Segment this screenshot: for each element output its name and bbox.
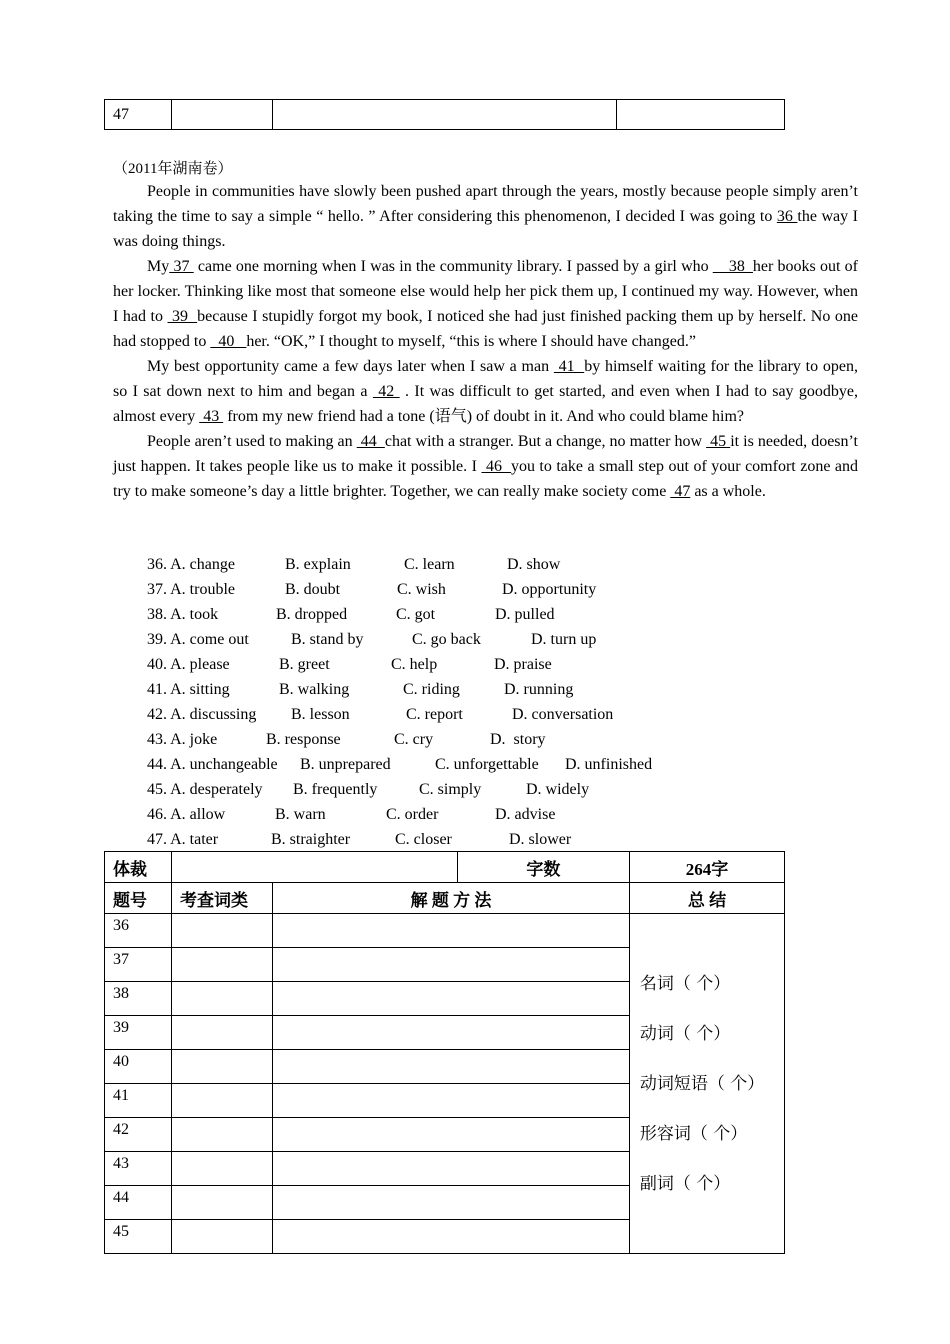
genre-value <box>172 852 458 883</box>
row-number: 39 <box>105 1016 172 1050</box>
text: because I stupidly forgot my book, I noticed she had just finished packing them up by herself. No one had stopped to <box>113 308 859 350</box>
option-c: C. order <box>386 806 439 823</box>
empty-cell <box>172 100 273 130</box>
option-a: 40. A. please <box>147 656 230 673</box>
empty-cell <box>273 914 630 948</box>
option-b: B. explain <box>285 556 351 573</box>
table-header-row <box>105 883 785 914</box>
option-c: C. unforgettable <box>435 756 539 773</box>
option-b: B. unprepared <box>300 756 391 773</box>
table-row <box>105 914 785 948</box>
empty-cell <box>172 982 273 1016</box>
genre-label: 体裁 <box>105 852 172 883</box>
option-b: B. frequently <box>293 781 378 798</box>
paragraph-4 <box>113 429 858 504</box>
option-d: D. slower <box>509 831 572 848</box>
text: People aren’t used to making an <box>147 433 357 450</box>
passage <box>113 179 858 504</box>
blank-45: 45 <box>706 433 731 450</box>
option-c: C. riding <box>403 681 460 698</box>
blank-40: 40 <box>210 333 247 350</box>
empty-cell <box>172 1118 273 1152</box>
table-row <box>105 100 785 130</box>
text: it is needed, doesn’t just happen. It takes people like us to make it possible. I <box>113 433 859 475</box>
option-b: B. straighter <box>271 831 351 848</box>
empty-cell <box>273 982 630 1016</box>
empty-cell <box>273 1016 630 1050</box>
summary-phrasal-verb: 动词短语（ 个） <box>639 1073 765 1094</box>
col-header-method: 解 题 方 法 <box>273 883 630 914</box>
option-b: B. stand by <box>291 631 364 648</box>
option-b: B. doubt <box>285 581 341 598</box>
option-b: B. warn <box>275 806 326 823</box>
wordcount-label: 字数 <box>457 852 629 883</box>
row-number: 41 <box>105 1084 172 1118</box>
option-a: 38. A. took <box>147 606 219 623</box>
option-b: B. response <box>266 731 341 748</box>
text: her books out of her locker. Thinking like most that someone else would help her pick them up, I continued my way. However, when I had to <box>113 258 859 325</box>
option-c: C. learn <box>404 556 455 573</box>
option-d: D. advise <box>495 806 556 823</box>
text: by himself waiting for the library to open, so I sat down next to him and began a <box>113 358 859 400</box>
option-c: C. go back <box>412 631 481 648</box>
option-c: C. report <box>406 706 463 723</box>
top-answer-table <box>104 99 785 130</box>
option-d: D. opportunity <box>502 581 597 598</box>
text: My best opportunity came a few days later when I saw a man <box>147 358 554 375</box>
summary-adjective: 形容词（ 个） <box>639 1123 748 1144</box>
text: you to take a small step out of your comfort zone and try to make someone’s day a little brighter. Together, we can really make society come <box>113 458 859 500</box>
empty-cell <box>172 1152 273 1186</box>
paragraph-3 <box>113 354 858 429</box>
option-d: D. praise <box>494 656 552 673</box>
option-a: 46. A. allow <box>147 806 226 823</box>
col-header-number: 题号 <box>105 883 172 914</box>
row-number: 36 <box>105 914 172 948</box>
option-a: 39. A. come out <box>147 631 249 648</box>
text: came one morning when I was in the community library. I passed by a girl who <box>193 258 713 275</box>
text: chat with a stranger. But a change, no matter how <box>384 433 707 450</box>
blank-44: 44 <box>356 433 385 450</box>
option-d: D. pulled <box>495 606 555 623</box>
empty-cell <box>617 100 785 130</box>
paragraph-1 <box>113 179 858 254</box>
empty-cell <box>172 914 273 948</box>
row-number: 37 <box>105 948 172 982</box>
blank-36: 36 <box>776 208 798 225</box>
text: My <box>147 258 170 275</box>
col-header-summary: 总 结 <box>629 883 784 914</box>
option-a: 45. A. desperately <box>147 781 263 798</box>
table-row <box>105 852 785 883</box>
row-number: 45 <box>105 1220 172 1254</box>
option-b: B. lesson <box>291 706 350 723</box>
row-number: 47 <box>105 100 172 130</box>
option-d: D. widely <box>526 781 590 798</box>
empty-cell <box>273 1118 630 1152</box>
option-c: C. cry <box>394 731 434 748</box>
row-number: 44 <box>105 1186 172 1220</box>
option-a: 36. A. change <box>147 556 235 573</box>
option-d: D. running <box>504 681 574 698</box>
row-number: 42 <box>105 1118 172 1152</box>
text: her. “OK,” I thought to myself, “this is where I should have changed.” <box>246 333 696 350</box>
empty-cell <box>172 1050 273 1084</box>
option-d: D. conversation <box>512 706 614 723</box>
option-d: D. show <box>507 556 561 573</box>
text: People in communities have slowly been pushed apart through the years, mostly because people simply aren’t taking the time to say a simple “ hello. ” After considering this phenomenon, I decided I was going to <box>113 183 858 225</box>
empty-cell <box>172 1186 273 1220</box>
summary-verb: 动词（ 个） <box>639 1023 731 1044</box>
option-a: 44. A. unchangeable <box>147 756 278 773</box>
option-a: 43. A. joke <box>147 731 218 748</box>
blank-47: 47 <box>670 483 691 500</box>
option-c: C. closer <box>395 831 452 848</box>
paragraph-2 <box>113 254 858 354</box>
empty-cell <box>273 948 630 982</box>
source-label: （2011年湖南卷） <box>113 161 233 177</box>
col-header-type: 考查词类 <box>172 883 273 914</box>
blank-43: 43 <box>199 408 224 425</box>
blank-42: 42 <box>372 383 400 400</box>
option-c: C. help <box>391 656 438 673</box>
empty-cell <box>273 1152 630 1186</box>
empty-cell <box>273 1220 630 1254</box>
blank-38: __38_ <box>712 258 753 275</box>
option-b: B. walking <box>279 681 350 698</box>
row-number: 40 <box>105 1050 172 1084</box>
empty-cell <box>273 1186 630 1220</box>
empty-cell <box>172 948 273 982</box>
blank-39: 39 <box>167 308 198 325</box>
option-c: C. simply <box>419 781 482 798</box>
option-a: 47. A. tater <box>147 831 219 848</box>
option-a: 41. A. sitting <box>147 681 230 698</box>
option-b: B. dropped <box>276 606 348 623</box>
row-number: 38 <box>105 982 172 1016</box>
empty-cell <box>172 1084 273 1118</box>
wordcount-value: 264字 <box>629 852 784 883</box>
option-d: D. story <box>490 731 546 748</box>
summary-adverb: 副词（ 个） <box>639 1173 731 1194</box>
empty-cell <box>172 1016 273 1050</box>
blank-46: 46 <box>481 458 511 475</box>
empty-cell <box>273 1084 630 1118</box>
row-number: 43 <box>105 1152 172 1186</box>
text: the way I was doing things. <box>113 208 859 250</box>
text: . It was difficult to get started, and even when I had to say goodbye, almost every <box>113 383 859 425</box>
option-c: C. wish <box>397 581 446 598</box>
option-d: D. unfinished <box>565 756 653 773</box>
summary-noun: 名词（ 个） <box>639 973 731 994</box>
option-c: C. got <box>396 606 436 623</box>
text: as a whole. <box>690 483 766 500</box>
empty-cell <box>172 1220 273 1254</box>
blank-41: 41 <box>553 358 585 375</box>
text: from my new friend had a tone (语气) of doubt in it. And who could blame him? <box>223 408 744 425</box>
option-a: 42. A. discussing <box>147 706 257 723</box>
option-b: B. greet <box>279 656 330 673</box>
option-a: 37. A. trouble <box>147 581 235 598</box>
empty-cell <box>273 1050 630 1084</box>
empty-cell <box>273 100 617 130</box>
summary-cell <box>629 914 784 1254</box>
blank-37: 37 <box>169 258 194 275</box>
analysis-table <box>104 851 785 1254</box>
option-d: D. turn up <box>531 631 597 648</box>
